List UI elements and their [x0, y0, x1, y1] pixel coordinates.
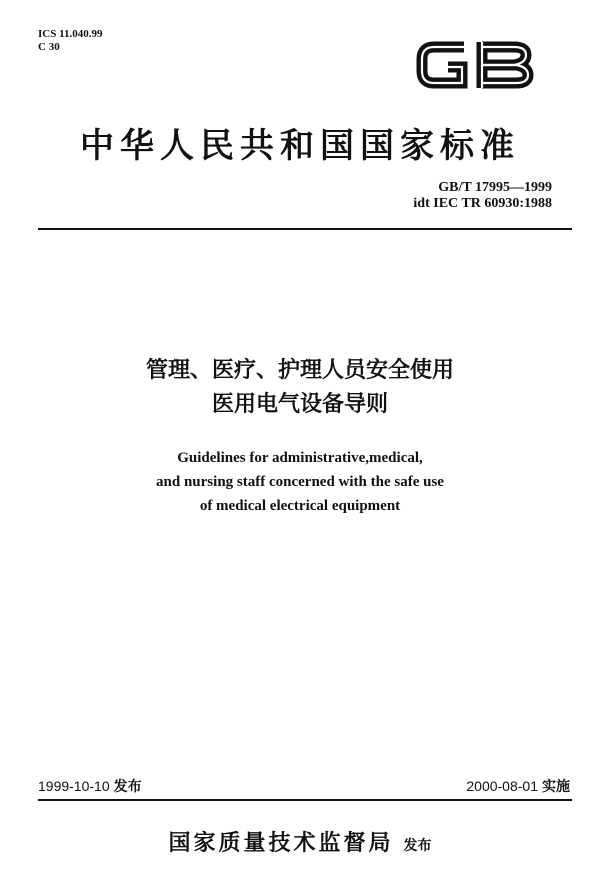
- chinese-title-line-2: 医用电气设备导则: [211, 392, 388, 417]
- implement-label: 实施: [542, 778, 570, 794]
- publisher-block: [0, 826, 600, 857]
- classification-codes: [38, 28, 103, 54]
- implement-date: 2000-08-01: [466, 778, 538, 794]
- standard-code: GB/T 17995—1999: [438, 180, 552, 195]
- top-divider: [38, 228, 572, 230]
- chinese-title: [0, 354, 600, 422]
- ccs-code: C 30: [38, 41, 60, 53]
- bottom-divider: [38, 799, 572, 801]
- issue-date: 1999-10-10: [38, 778, 110, 794]
- implement-date-block: [466, 776, 570, 796]
- gb-logo-icon: [414, 36, 536, 94]
- issue-date-block: [38, 776, 142, 796]
- standard-name: 中华人民共和国国家标准: [80, 126, 520, 166]
- equivalent-standard: idt IEC TR 60930:1988: [413, 196, 552, 211]
- chinese-title-line-1: 管理、医疗、护理人员安全使用: [145, 358, 454, 383]
- english-title-line-2: and nursing staff concerned with the safe use: [156, 474, 444, 490]
- issue-label: 发布: [113, 778, 142, 794]
- english-title-line-3: of medical electrical equipment: [199, 498, 401, 514]
- english-title-line-1: Guidelines for administrative,medical,: [177, 450, 423, 466]
- publisher-label: 发布: [403, 838, 432, 854]
- standard-codes: [413, 180, 552, 212]
- ics-code: ICS 11.040.99: [38, 28, 103, 40]
- publisher-name: 国家质量技术监督局: [168, 830, 394, 856]
- english-title: [0, 446, 600, 518]
